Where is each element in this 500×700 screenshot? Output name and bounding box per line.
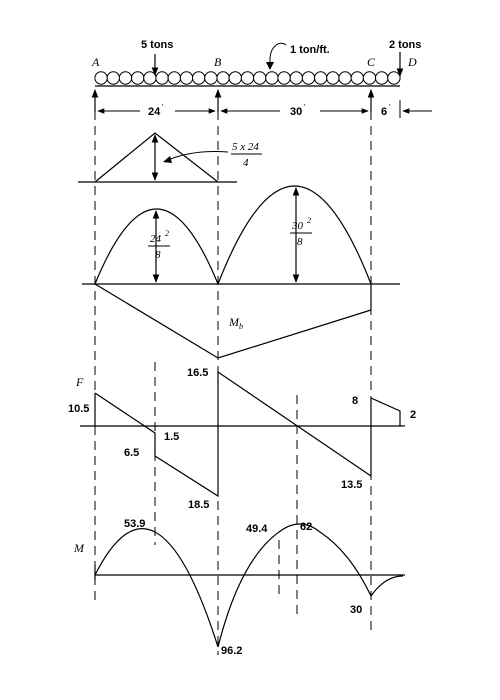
span1-moment-numerator: 24	[150, 233, 161, 245]
point-load-1-label: 5 tons	[141, 39, 174, 51]
shear-value-c-right: 8	[352, 395, 359, 407]
load-circle	[217, 72, 229, 84]
shear-curve	[95, 372, 400, 496]
support-b-label: B	[214, 55, 222, 69]
shear-value-a: 10.5	[68, 403, 90, 415]
triangle-leader	[168, 152, 228, 160]
span-1-prime: '	[162, 103, 164, 112]
load-circle	[144, 72, 156, 84]
point-load-2-label: 2 tons	[389, 39, 422, 51]
load-circle	[315, 72, 327, 84]
support-d-label: D	[408, 55, 417, 69]
shear-diagram	[68, 367, 416, 511]
load-circle	[351, 72, 363, 84]
load-circle	[302, 72, 314, 84]
uniform-load-moment-diagram	[82, 186, 400, 358]
moment-value-c: 30	[350, 604, 363, 616]
guide-lines	[95, 96, 371, 655]
distributed-load-label: 1 ton/ft.	[290, 44, 330, 56]
load-circle	[205, 72, 217, 84]
moment-value-span2-peak: 62	[300, 521, 313, 533]
point-moment-numerator: 5 x 24	[232, 141, 259, 153]
shear-axis-label: F	[76, 375, 84, 389]
load-circle	[132, 72, 144, 84]
load-circle	[180, 72, 192, 84]
distributed-load-circles	[95, 72, 400, 84]
load-circle	[327, 72, 339, 84]
dimension-line	[98, 100, 432, 118]
load-circle	[241, 72, 253, 84]
load-circle	[266, 72, 278, 84]
span2-moment-denominator: 8	[297, 236, 303, 248]
span-3-prime: '	[389, 103, 391, 112]
shear-value-d: 2	[410, 409, 417, 421]
load-circle	[388, 72, 400, 84]
moment-axis-label: M	[74, 541, 84, 555]
load-circle	[107, 72, 119, 84]
support-a-label: A	[92, 55, 100, 69]
beam-group	[91, 39, 421, 112]
moment-diagram	[73, 518, 405, 657]
load-circle	[193, 72, 205, 84]
load-circle	[278, 72, 290, 84]
span-3-label: 6	[381, 106, 388, 118]
load-circle	[229, 72, 241, 84]
shear-value-load-right: 6.5	[124, 447, 140, 459]
span-1-label: 24	[148, 106, 161, 118]
span2-moment-exponent: 2	[307, 216, 311, 225]
span-2-prime: '	[304, 103, 306, 112]
shear-value-c-left: 13.5	[341, 479, 363, 491]
span2-moment-numerator: 30	[292, 220, 303, 232]
moment-value-b: 96.2	[221, 645, 243, 657]
moment-value-load: 53.9	[124, 518, 146, 530]
load-circle	[290, 72, 302, 84]
load-circle	[376, 72, 388, 84]
load-circle	[156, 72, 168, 84]
load-circle	[119, 72, 131, 84]
load-circle	[254, 72, 266, 84]
parabola-span-2	[218, 186, 371, 284]
load-circle	[95, 72, 107, 84]
moment-curve-span-1	[95, 529, 218, 647]
load-circle	[363, 72, 375, 84]
load-circle	[339, 72, 351, 84]
support-moment-label: $M_b$	[229, 315, 243, 331]
load-circle	[168, 72, 180, 84]
moment-curve-overhang	[371, 576, 403, 596]
shear-value-load-left: 1.5	[164, 431, 180, 443]
moment-curve-span-2	[218, 524, 371, 647]
shear-value-b-right: 16.5	[187, 367, 209, 379]
span1-moment-exponent: 2	[165, 229, 169, 238]
triangle-leader-head	[163, 156, 172, 163]
span-2-label: 30	[290, 106, 303, 118]
span1-moment-denominator: 8	[155, 249, 161, 261]
distributed-load-pointer-head	[266, 62, 274, 70]
moment-value-span2-left: 49.4	[246, 523, 268, 535]
point-load-moment-diagram	[78, 133, 262, 182]
support-c-label: C	[367, 55, 376, 69]
point-moment-denominator: 4	[243, 157, 249, 169]
triangle-moment	[95, 133, 218, 182]
shear-value-b-left: 18.5	[188, 499, 210, 511]
